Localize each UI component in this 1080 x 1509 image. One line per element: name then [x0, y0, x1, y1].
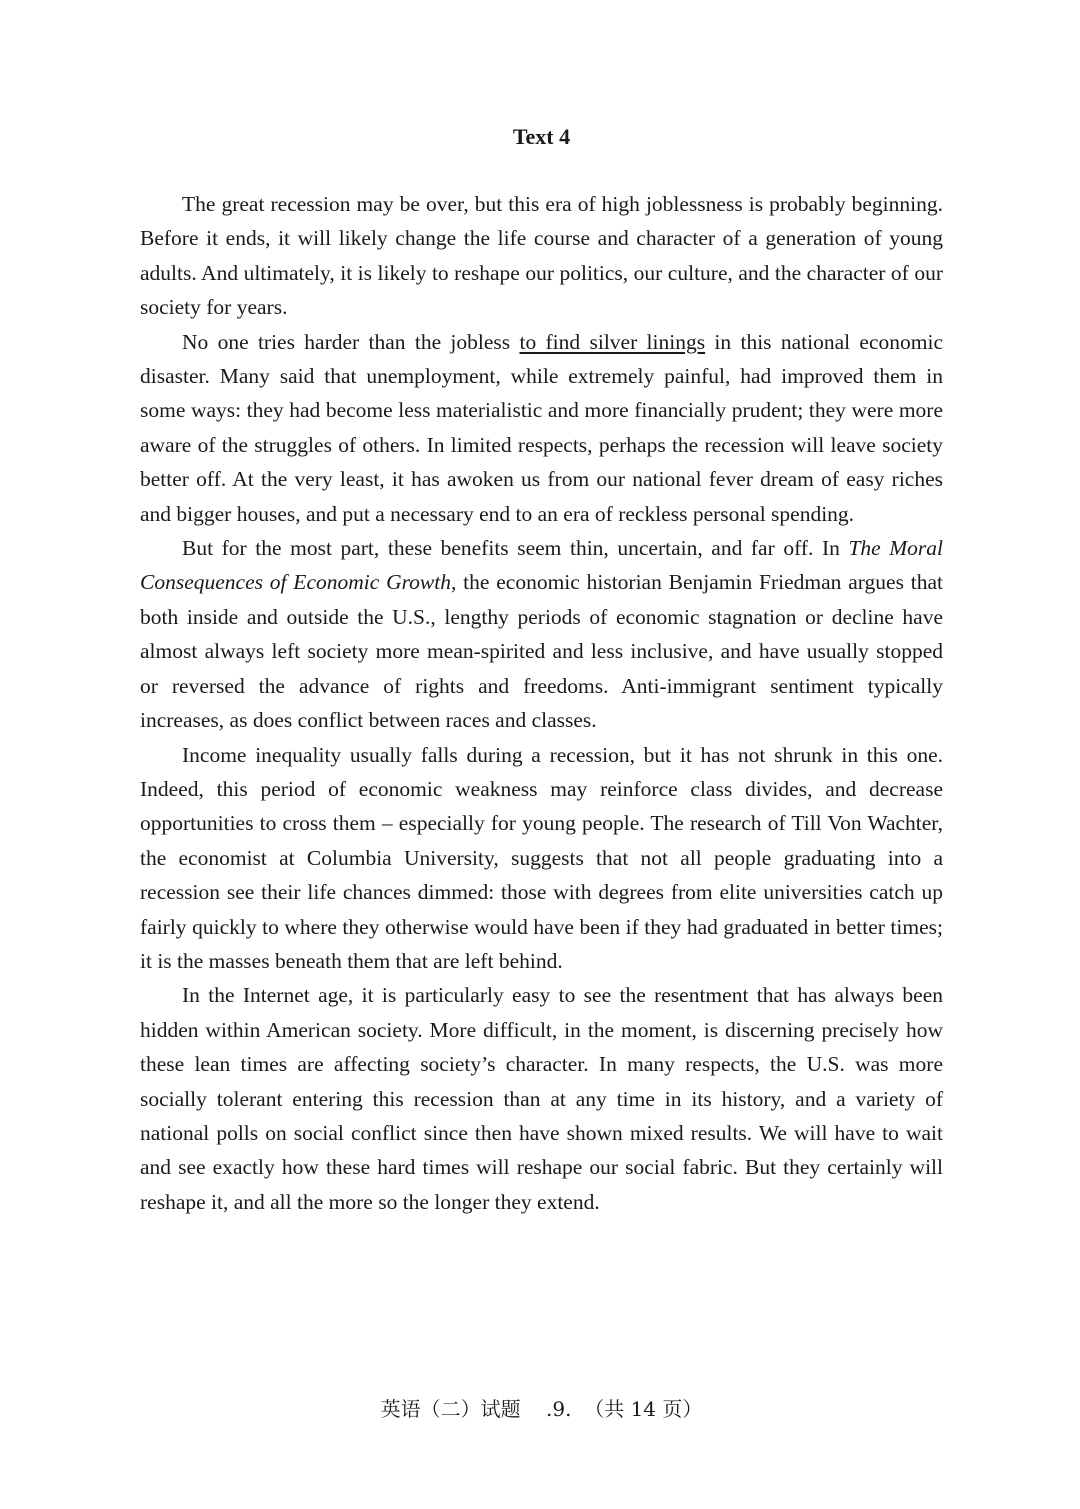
paragraph-3 — [140, 531, 943, 737]
footer-subject: 英语（二）试题 — [380, 1397, 521, 1421]
book-title: The Moral Consequences of Economic Growth — [140, 536, 944, 595]
footer-page-number: .9. — [546, 1397, 572, 1421]
paragraph-2 — [140, 325, 943, 531]
passage-body — [140, 187, 943, 1219]
paragraph-2-start: No one tries harder than the jobless — [182, 329, 520, 354]
passage-title: Text 4 — [512, 124, 571, 149]
paragraph-1: The great recession may be over, but this era of high joblessness is probably beginning. Before it ends, it will likely change the life course and character of a generation of young adults. And ultimately, it is likely to reshape our politics, our culture, and the character of our society for years. — [140, 192, 943, 320]
paragraph-3-start: But for the most part, these benefits seem thin, uncertain, and far off. In — [182, 536, 849, 561]
footer-total-pages: （共 14 页） — [584, 1397, 703, 1421]
exam-page — [140, 0, 943, 1509]
paragraph-2-rest: in this national economic disaster. Many said that unemployment, while extremely painful, had improved them in some ways: they had become less materialistic and more financially prudent; they were more aware of the struggles of others. In limited respects, perhaps the recession will leave society better off. At the very least, it has awoken us from our national fever dream of easy riches and bigger houses, and put a necessary end to an era of reckless personal spending. — [140, 329, 943, 526]
paragraph-5: In the Internet age, it is particularly easy to see the resentment that has always been hidden within American society. More difficult, in the moment, is discerning precisely how these lean times are affecting society’s character. In many respects, the U.S. was more socially tolerant entering this recession than at any time in its history, and a variety of national polls on social conflict since then have shown mixed results. We will have to wait and see exactly how these hard times will reshape our social fabric. But they certainly will reshape it, and all the more so the longer they extend. — [140, 983, 943, 1214]
paragraph-4: Income inequality usually falls during a recession, but it has not shrunk in this one. Indeed, this period of economic weakness may reinforce class divides, and decrease opportunities to cross them – especially for young people. The research of Till Von Wachter, the economist at Columbia University, suggests that not all people graduating into a recession see their life chances dimmed: those with degrees from elite universities catch up fairly quickly to where they otherwise would have been if they had graduated in better times; it is the masses beneath them that are left behind. — [140, 742, 943, 973]
page-footer — [140, 1395, 943, 1423]
underlined-phrase: to find silver linings — [519, 329, 706, 354]
paragraph-3-rest: , the economic historian Benjamin Friedman argues that both inside and outside the U.S., lengthy periods of economic stagnation or decline have almost always left society more mean-spirited and less inclusive, and have usually stopped or reversed the advance of rights and freedoms. Anti-immigrant sentiment typically increases, as does conflict between races and classes. — [140, 570, 943, 733]
